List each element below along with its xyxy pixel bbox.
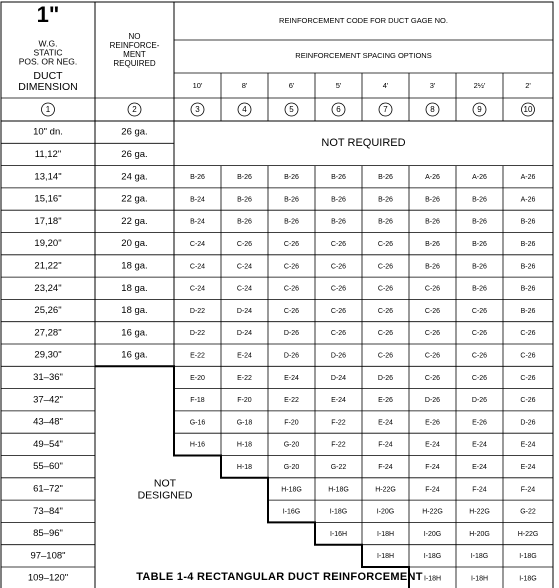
duct-dimension: 17,18" — [34, 215, 62, 227]
reinforcement-code: H-18G — [328, 486, 349, 494]
reinforcement-code: I-20G — [423, 530, 442, 538]
duct-dimension: 61–72" — [33, 483, 63, 495]
no-reinforcement-gage: 22 ga. — [121, 193, 148, 205]
no-reinforcement-label: REINFORCE- — [109, 41, 160, 51]
reinforcement-code: D-24 — [330, 374, 347, 382]
reinforcement-code: B-26 — [472, 196, 487, 204]
reinforcement-code: B-26 — [425, 196, 440, 204]
duct-dimension: 27,28" — [34, 327, 62, 339]
reinforcement-code: D-26 — [283, 352, 300, 360]
column-number: 4 — [242, 105, 247, 115]
reinforcement-code: I-18G — [519, 575, 537, 583]
reinforcement-code: C-24 — [189, 263, 206, 271]
reinforcement-code: B-26 — [520, 240, 536, 248]
spacing-option: 2' — [525, 80, 531, 90]
column-number: 10 — [523, 105, 533, 115]
spacing-option: 2½' — [473, 80, 486, 90]
reinforcement-code: B-26 — [425, 240, 440, 248]
reinforcement-code: E-24 — [331, 397, 346, 405]
not-designed-label: DESIGNED — [137, 489, 193, 502]
reinforcement-code: F-22 — [331, 419, 346, 427]
reinforcement-code: E-24 — [472, 463, 487, 471]
reinforcement-code: D-26 — [424, 397, 441, 405]
reinforcement-code: I-18G — [470, 553, 489, 561]
reinforcement-code: D-24 — [236, 330, 253, 338]
duct-dimension: 13,14" — [34, 171, 62, 183]
reinforcement-code: F-24 — [425, 463, 440, 471]
reinforcement-code: B-26 — [425, 218, 440, 226]
column-number: 1 — [45, 105, 51, 115]
reinforcement-code: C-26 — [330, 263, 347, 271]
reinforcement-code: I-18H — [376, 530, 395, 538]
reinforcement-code: B-26 — [520, 218, 536, 226]
no-reinforcement-label: REQUIRED — [113, 59, 156, 69]
duct-dimension: 21,22" — [34, 260, 62, 272]
reinforcement-code: B-24 — [190, 196, 205, 204]
reinforcement-code: C-26 — [330, 307, 347, 315]
reinforcement-code: C-26 — [520, 352, 536, 360]
reinforcement-code: E-20 — [190, 374, 205, 382]
reinforcement-code: I-16G — [282, 508, 301, 516]
reinforcement-code: H-22G — [422, 508, 443, 516]
reinforcement-code: F-22 — [331, 441, 346, 449]
reinforcement-code: D-26 — [471, 397, 488, 405]
reinforcement-code: D-24 — [236, 307, 253, 315]
spacing-option: 10' — [192, 80, 203, 90]
column-number: 8 — [430, 105, 435, 115]
no-reinforcement-label: MENT — [123, 50, 146, 60]
reinforcement-code: B-24 — [190, 218, 205, 226]
duct-dimension: 15,16" — [34, 193, 62, 205]
reinforcement-code: B-26 — [284, 196, 299, 204]
reinforcement-code: G-18 — [236, 419, 253, 427]
pressure-label: STATIC — [33, 47, 63, 58]
no-reinforcement-gage: 18 ga. — [121, 260, 148, 272]
reinforcement-code: E-22 — [190, 352, 205, 360]
duct-dimension: 25,26" — [34, 305, 62, 317]
reinforcement-code: C-26 — [377, 285, 394, 293]
no-reinforcement-gage: 24 ga. — [121, 171, 148, 183]
no-reinforcement-gage: 16 ga. — [121, 327, 148, 339]
no-reinforcement-gage: 22 ga. — [121, 215, 148, 227]
reinforcement-code: E-24 — [378, 419, 393, 427]
reinforcement-code: B-26 — [237, 174, 252, 182]
column-number: 2 — [132, 105, 137, 115]
reinforcement-code: C-26 — [283, 285, 300, 293]
duct-dimension: 11,12" — [34, 148, 62, 160]
reinforcement-code: B-26 — [472, 218, 487, 226]
column-number: 7 — [383, 105, 388, 115]
reinforcement-code: B-26 — [520, 263, 536, 271]
reinforcement-code: C-26 — [330, 240, 347, 248]
duct-dimension-label: DIMENSION — [18, 80, 78, 93]
no-reinforcement-gage: 18 ga. — [121, 282, 148, 294]
reinforcement-code: B-26 — [520, 307, 536, 315]
reinforcement-code: G-22 — [330, 463, 347, 471]
reinforcement-code: B-26 — [190, 174, 205, 182]
reinforcement-code: C-26 — [236, 240, 253, 248]
reinforcement-code: G-16 — [189, 419, 206, 427]
reinforcement-code: C-26 — [471, 330, 488, 338]
reinforcement-code: C-26 — [471, 307, 488, 315]
reinforcement-code: C-26 — [377, 240, 394, 248]
reinforcement-code: B-26 — [378, 218, 393, 226]
reinforcement-code: D-26 — [283, 330, 300, 338]
reinforcement-code: C-26 — [283, 307, 300, 315]
reinforcement-code: F-24 — [378, 463, 393, 471]
reinforcement-code: F-24 — [425, 486, 440, 494]
reinforcement-code: B-26 — [472, 263, 487, 271]
duct-dimension: 85–96" — [33, 528, 63, 540]
reinforcement-code: C-26 — [424, 374, 441, 382]
reinforcement-code: D-26 — [330, 352, 347, 360]
reinforcement-code: I-18G — [519, 553, 537, 561]
reinforcement-code: G-20 — [283, 441, 300, 449]
column-number: 6 — [336, 105, 341, 115]
duct-dimension-label: DUCT — [33, 69, 63, 82]
reinforcement-code: D-22 — [189, 330, 206, 338]
reinforcement-code: B-26 — [472, 240, 487, 248]
no-reinforcement-gage: 20 ga. — [121, 238, 148, 250]
reinforcement-code: C-26 — [283, 240, 300, 248]
reinforcement-code: B-26 — [284, 174, 299, 182]
reinforcement-code: C-26 — [330, 285, 347, 293]
no-reinforcement-label: NO — [128, 32, 141, 42]
reinforcement-code: H-18G — [281, 486, 302, 494]
duct-dimension: 31–36" — [33, 371, 63, 383]
reinforcement-code: E-26 — [378, 397, 393, 405]
reinforcement-code: B-26 — [284, 218, 299, 226]
spacing-option: 6' — [288, 80, 295, 90]
duct-dimension: 43–48" — [33, 416, 63, 428]
reinforcement-code: C-26 — [424, 307, 441, 315]
reinforcement-code: C-24 — [236, 263, 253, 271]
column-number: 3 — [195, 105, 200, 115]
duct-dimension: 55–60" — [33, 461, 63, 473]
no-reinforcement-gage: 16 ga. — [121, 349, 148, 361]
reinforcement-code: E-24 — [520, 463, 536, 471]
reinforcement-code: B-26 — [331, 196, 346, 204]
duct-dimension: 49–54" — [33, 438, 63, 450]
reinforcement-code: G-22 — [520, 508, 536, 516]
reinforcement-code: B-26 — [331, 218, 346, 226]
reinforcement-code: E-24 — [284, 374, 299, 382]
column-number: 5 — [289, 105, 294, 115]
reinforcement-code: E-26 — [425, 419, 440, 427]
reinforcement-code: C-26 — [520, 374, 536, 382]
no-reinforcement-gage: 26 ga. — [121, 126, 148, 138]
spacing-option: 4' — [382, 80, 389, 90]
reinforcement-code: C-24 — [189, 240, 206, 248]
duct-dimension: 19,20" — [34, 238, 62, 250]
spacing-option: 5' — [335, 80, 342, 90]
reinforcement-code: B-26 — [520, 285, 536, 293]
reinforcement-code: F-20 — [237, 397, 252, 405]
reinforcement-code: B-26 — [425, 263, 440, 271]
reinforcement-code: E-24 — [520, 441, 536, 449]
reinforcement-code: H-20G — [469, 530, 490, 538]
spacing-option: 8' — [241, 80, 248, 90]
duct-dimension: 97–108" — [30, 550, 66, 562]
reinforcement-code: F-24 — [472, 486, 487, 494]
reinforcement-code: I-18G — [423, 553, 442, 561]
reinforcement-code: I-20G — [376, 508, 395, 516]
reinforcement-code: D-26 — [520, 419, 536, 427]
reinforcement-code: C-26 — [424, 285, 441, 293]
duct-dimension: 29,30" — [34, 349, 62, 361]
duct-dimension: 23,24" — [34, 282, 62, 294]
duct-dimension: 109–120" — [27, 572, 69, 584]
reinforcement-code: C-26 — [471, 374, 488, 382]
duct-dimension: 73–84" — [33, 505, 63, 517]
reinforcement-code: A-26 — [520, 174, 536, 182]
reinforcement-code: C-26 — [520, 330, 536, 338]
pressure-label: W.G. — [38, 38, 58, 49]
reinforcement-code: E-24 — [237, 352, 252, 360]
reinforcement-code: C-26 — [377, 352, 394, 360]
reinforcement-code: C-26 — [424, 330, 441, 338]
reinforcement-code: C-26 — [377, 307, 394, 315]
not-required-label: NOT REQUIRED — [321, 137, 406, 150]
pressure-value: 1" — [36, 1, 60, 27]
reinforcement-code: I-18H — [470, 575, 489, 583]
reinforcement-code: B-26 — [237, 218, 252, 226]
reinforcement-code: E-22 — [237, 374, 252, 382]
reinforcement-code: E-24 — [472, 441, 487, 449]
reinforcement-code: I-18H — [423, 575, 442, 583]
reinforcement-code: B-26 — [472, 285, 487, 293]
reinforcement-code: C-26 — [471, 352, 488, 360]
reinforcement-code: B-26 — [331, 174, 346, 182]
reinforcement-code: C-26 — [424, 352, 441, 360]
reinforcement-code: F-24 — [378, 441, 393, 449]
spacing-options-title: REINFORCEMENT SPACING OPTIONS — [295, 50, 432, 60]
reinforcement-code: C-24 — [189, 285, 206, 293]
pressure-label: POS. OR NEG. — [18, 56, 78, 67]
column-number: 9 — [477, 105, 482, 115]
reinforcement-code: H-22G — [517, 530, 539, 538]
not-designed-label: NOT — [153, 477, 177, 490]
reinforcement-code: G-20 — [283, 463, 300, 471]
reinforcement-code: C-26 — [377, 330, 394, 338]
no-reinforcement-gage: 26 ga. — [121, 148, 148, 160]
reinforcement-code: B-26 — [378, 174, 393, 182]
reinforcement-code: A-26 — [425, 174, 440, 182]
reinforcement-code: F-24 — [520, 486, 536, 494]
reinforcement-code: H-18 — [236, 463, 253, 471]
reinforcement-code: D-26 — [377, 374, 394, 382]
reinforcement-code: C-26 — [520, 397, 536, 405]
reinforcement-code: I-16H — [329, 530, 348, 538]
reinforcement-code: H-18 — [236, 441, 253, 449]
reinforcement-code: E-22 — [284, 397, 299, 405]
reinforcement-code: F-20 — [284, 419, 299, 427]
reinforcement-code: B-26 — [378, 196, 393, 204]
no-reinforcement-gage: 18 ga. — [121, 305, 148, 317]
reinforcement-code: C-26 — [330, 330, 347, 338]
reinforcement-code: I-18H — [376, 553, 395, 561]
spacing-option: 3' — [429, 80, 436, 90]
reinforcement-code: I-18G — [329, 508, 348, 516]
reinforcement-code: H-22G — [469, 508, 490, 516]
reinforcement-code: A-26 — [472, 174, 487, 182]
reinforcement-code: F-18 — [190, 397, 205, 405]
reinforcement-code-title: REINFORCEMENT CODE FOR DUCT GAGE NO. — [279, 15, 448, 25]
reinforcement-code: H-22G — [375, 486, 396, 494]
duct-dimension: 10" dn. — [33, 126, 63, 138]
reinforcement-code: D-22 — [189, 307, 206, 315]
reinforcement-code: A-26 — [520, 196, 536, 204]
reinforcement-code: B-26 — [237, 196, 252, 204]
reinforcement-code: C-24 — [236, 285, 253, 293]
reinforcement-code: H-16 — [189, 441, 206, 449]
reinforcement-code: E-26 — [472, 419, 487, 427]
reinforcement-code: C-26 — [283, 263, 300, 271]
table-caption: TABLE 1-4 RECTANGULAR DUCT REINFORCEMENT — [136, 571, 423, 583]
reinforcement-code: C-26 — [377, 263, 394, 271]
reinforcement-code: E-24 — [425, 441, 440, 449]
duct-dimension: 37–42" — [33, 394, 63, 406]
